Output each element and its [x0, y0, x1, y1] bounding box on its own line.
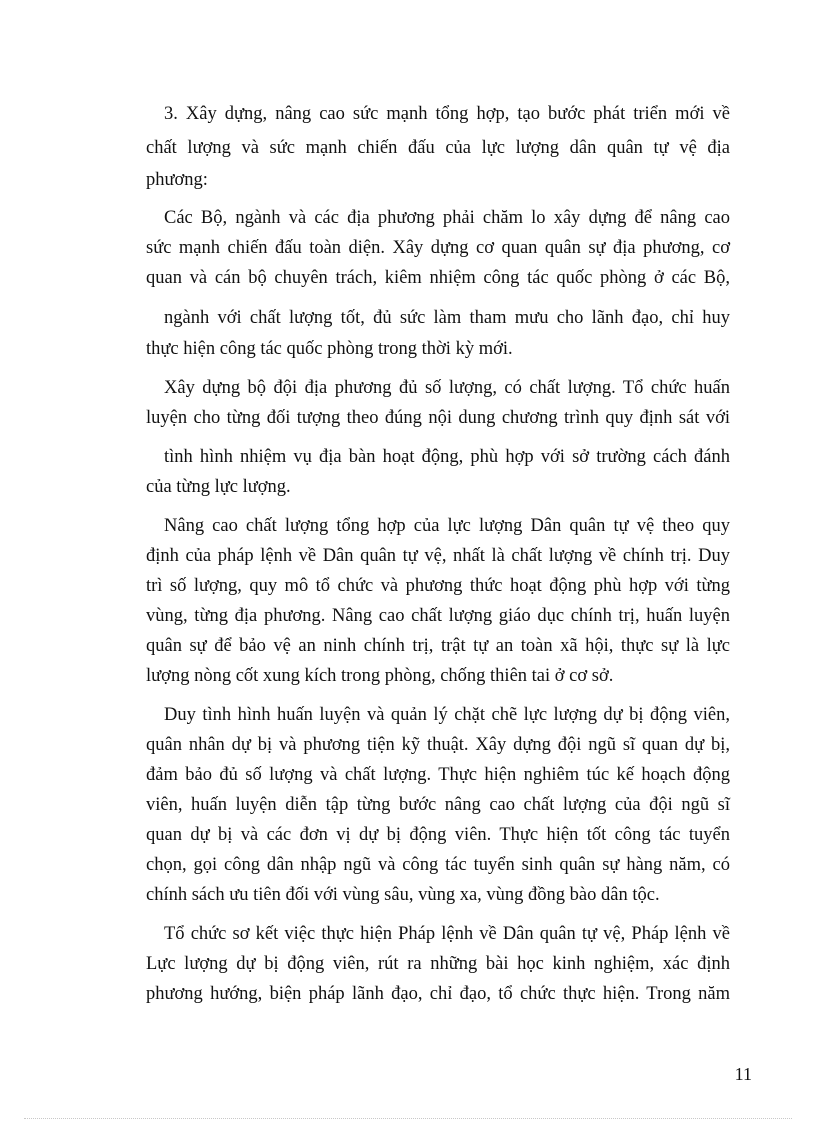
text-line: phương:	[146, 170, 208, 190]
text-line: vùng, từng địa phương. Nâng cao chất lượng giáo dục chính trị, huấn luyện	[146, 606, 730, 626]
text-line: ngành với chất lượng tốt, đủ sức làm tham mưu cho lãnh đạo, chỉ huy	[164, 308, 730, 328]
text-line: trì số lượng, quy mô tổ chức và phương thức hoạt động phù hợp với từng	[146, 576, 730, 596]
text-line: Các Bộ, ngành và các địa phương phải chăm lo xây dựng để nâng cao	[164, 208, 730, 228]
text-line: quan và cán bộ chuyên trách, kiêm nhiệm công tác quốc phòng ở các Bộ,	[146, 268, 730, 288]
text-line: viên, huấn luyện diễn tập từng bước nâng cao chất lượng của đội ngũ sĩ	[146, 795, 730, 815]
text-line: quân sự để bảo vệ an ninh chính trị, trật tự an toàn xã hội, thực sự là lực	[146, 636, 730, 656]
text-line: luyện cho từng đối tượng theo đúng nội dung chương trình quy định sát với	[146, 408, 730, 428]
text-line: sức mạnh chiến đấu toàn diện. Xây dựng cơ quan quân sự địa phương, cơ	[146, 238, 730, 258]
text-line: Lực lượng dự bị động viên, rút ra những bài học kinh nghiệm, xác định	[146, 954, 730, 974]
text-line: định của pháp lệnh về Dân quân tự vệ, nhất là chất lượng về chính trị. Duy	[146, 546, 730, 566]
text-line: tình hình nhiệm vụ địa bàn hoạt động, phù hợp với sở trường cách đánh	[164, 447, 730, 467]
text-line: chọn, gọi công dân nhập ngũ và công tác tuyển sinh quân sự hàng năm, có	[146, 855, 730, 875]
text-line: chính sách ưu tiên đối với vùng sâu, vùng xa, vùng đồng bào dân tộc.	[146, 885, 660, 905]
text-line: thực hiện công tác quốc phòng trong thời kỳ mới.	[146, 339, 513, 359]
text-line: đảm bảo đủ số lượng và chất lượng. Thực hiện nghiêm túc kế hoạch động	[146, 765, 730, 785]
text-line: Xây dựng bộ đội địa phương đủ số lượng, có chất lượng. Tổ chức huấn	[164, 378, 730, 398]
text-line: Duy tình hình huấn luyện và quản lý chặt chẽ lực lượng dự bị động viên,	[164, 705, 730, 725]
page-boundary-divider	[24, 1118, 792, 1119]
text-line: quan dự bị và các đơn vị dự bị động viên. Thực hiện tốt công tác tuyển	[146, 825, 730, 845]
text-line: lượng nòng cốt xung kích trong phòng, chống thiên tai ở cơ sở.	[146, 666, 614, 686]
page-number: 11	[734, 1064, 752, 1084]
text-line: quân nhân dự bị và phương tiện kỹ thuật. Xây dựng đội ngũ sĩ quan dự bị,	[146, 735, 730, 755]
text-line: chất lượng và sức mạnh chiến đấu của lực lượng dân quân tự vệ địa	[146, 138, 730, 158]
text-line: Nâng cao chất lượng tổng hợp của lực lượng Dân quân tự vệ theo quy	[164, 516, 730, 536]
text-line: 3. Xây dựng, nâng cao sức mạnh tổng hợp, tạo bước phát triển mới về	[164, 104, 730, 124]
text-line: phương hướng, biện pháp lãnh đạo, chỉ đạo, tổ chức thực hiện. Trong năm	[146, 984, 730, 1004]
text-line: Tổ chức sơ kết việc thực hiện Pháp lệnh về Dân quân tự vệ, Pháp lệnh về	[164, 924, 730, 944]
text-line: của từng lực lượng.	[146, 477, 291, 497]
